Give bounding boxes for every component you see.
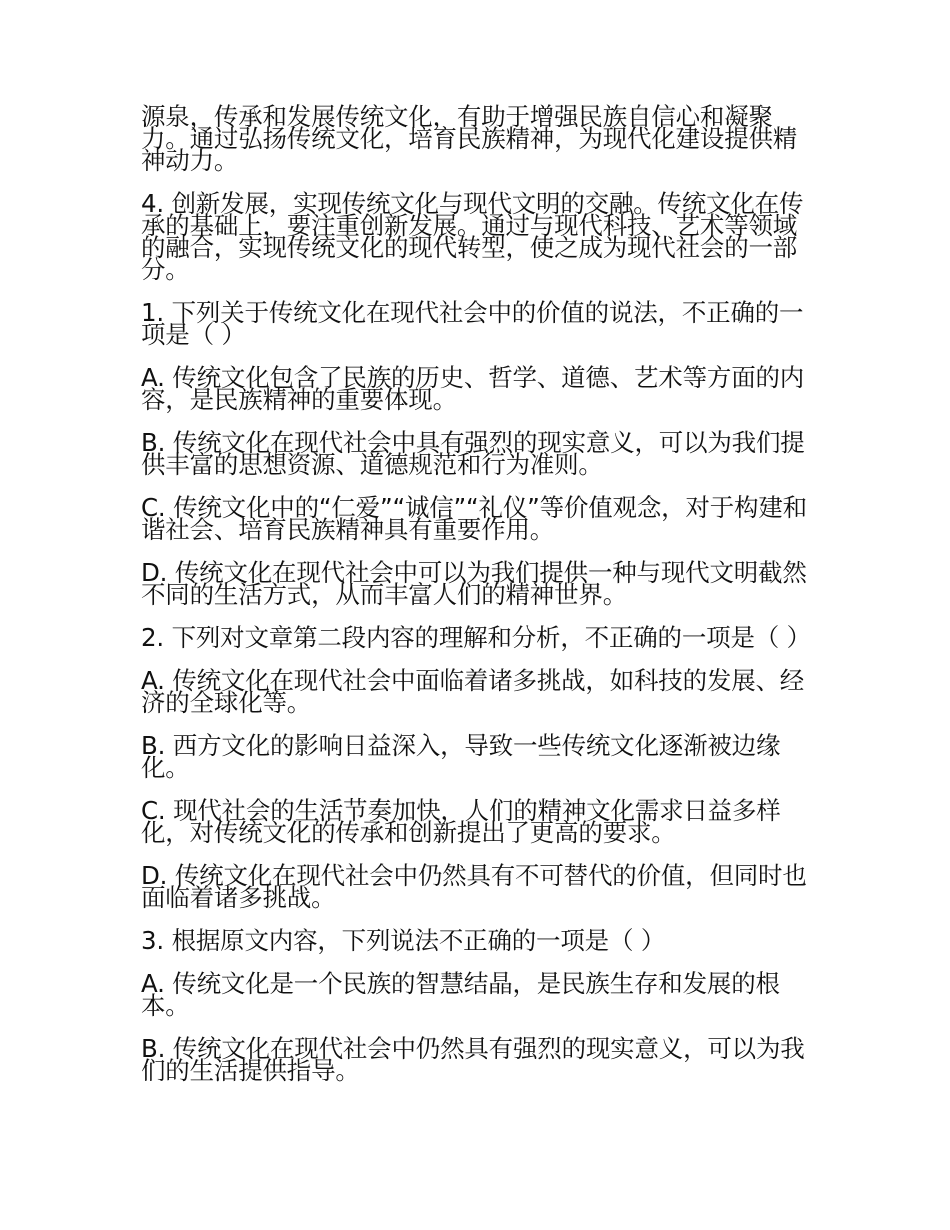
question-3-option-a: A. 传统文化是一个民族的智慧结晶，是民族生存和发展的根本。	[141, 969, 780, 1020]
question-1: 1. 下列关于传统文化在现代社会中的价值的说法，不正确的一项是（ ）	[141, 298, 804, 349]
question-3-option-b: B. 传统文化在现代社会中仍然具有强烈的现实意义，可以为我们的生活提供指导。	[141, 1034, 805, 1085]
paragraph-point-4: 4. 创新发展，实现传统文化与现代文明的交融。传统文化在传承的基础上，要注重创新发展。通过与现代科技、艺术等领域的融合，实现传统文化的现代转型，使之成为现代社会的一部分。	[141, 189, 804, 284]
question-2: 2. 下列对文章第二段内容的理解和分析，不正确的一项是（ ）	[141, 623, 811, 652]
question-2-option-c: C. 现代社会的生活节奏加快，人们的精神文化需求日益多样化，对传统文化的传承和创新提出了更高的要求。	[141, 796, 781, 847]
question-1-option-a: A. 传统文化包含了民族的历史、哲学、道德、艺术等方面的内容，是民族精神的重要体现。	[141, 363, 805, 414]
question-2-option-d: D. 传统文化在现代社会中仍然具有不可替代的价值，但同时也面临着诸多挑战。	[141, 861, 807, 912]
question-1-option-b: B. 传统文化在现代社会中具有强烈的现实意义，可以为我们提供丰富的思想资源、道德规范和行为准则。	[141, 428, 805, 479]
question-1-option-c: C. 传统文化中的“仁爱”“诚信”“礼仪”等价值观念，对于构建和谐社会、培育民族精神具有重要作用。	[141, 493, 807, 544]
paragraph-continuation: 源泉，传承和发展传统文化，有助于增强民族自信心和凝聚力。通过弘扬传统文化，培育民族精神，为现代化建设提供精神动力。	[141, 102, 798, 175]
question-1-option-d: D. 传统文化在现代社会中可以为我们提供一种与现代文明截然不同的生活方式，从而丰富人们的精神世界。	[141, 558, 807, 609]
question-2-option-b: B. 西方文化的影响日益深入，导致一些传统文化逐渐被边缘化。	[141, 731, 781, 782]
document-page	[141, 102, 813, 1103]
question-2-option-a: A. 传统文化在现代社会中面临着诸多挑战，如科技的发展、经济的全球化等。	[141, 666, 805, 717]
question-3: 3. 根据原文内容，下列说法不正确的一项是（ ）	[141, 926, 666, 955]
